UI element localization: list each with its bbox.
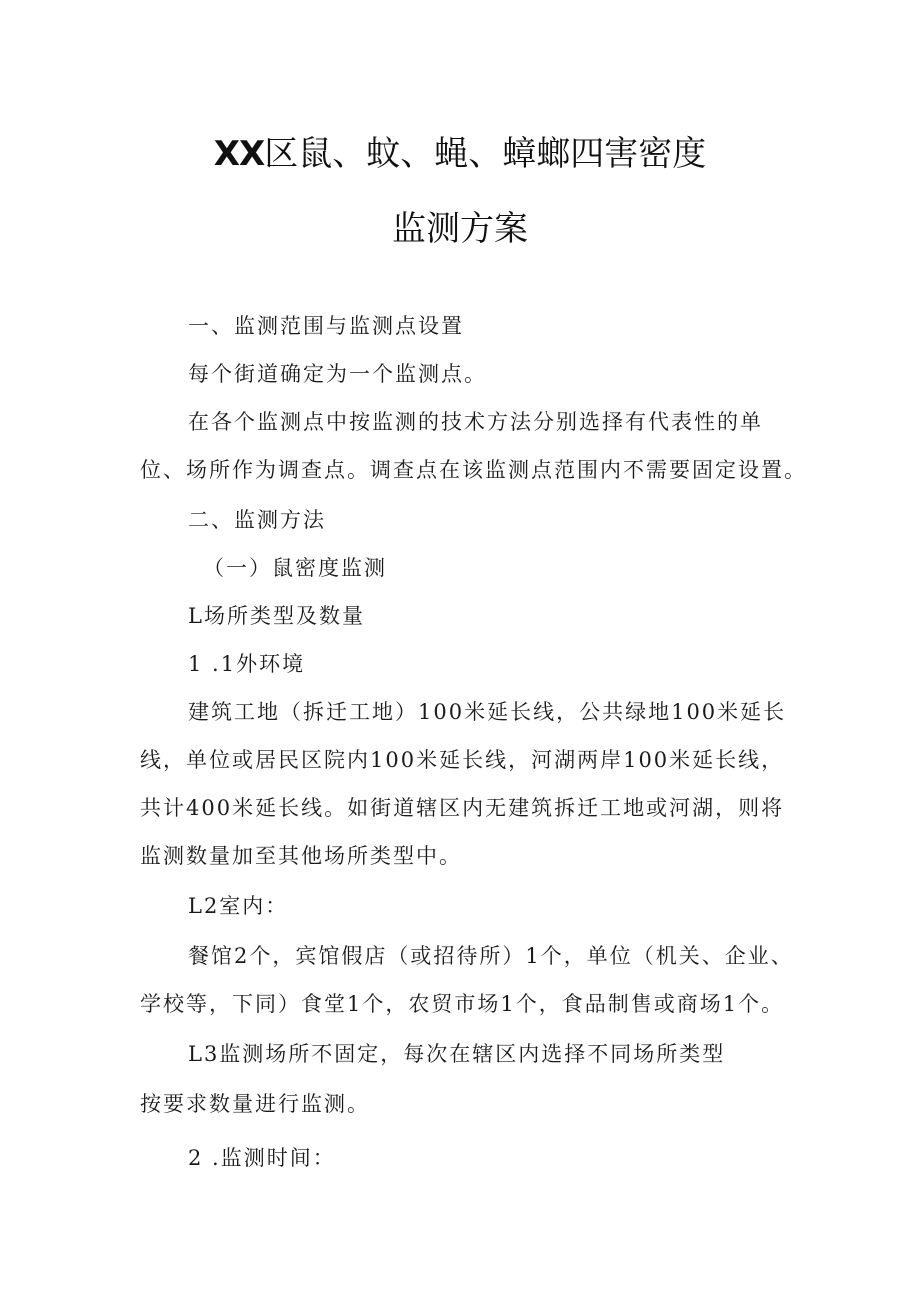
paragraph-continuation: 线，单位或居民区院内100米延长线，河湖两岸100米延长线， — [140, 748, 785, 772]
paragraph: 建筑工地（拆迁工地）100米延长线，公共绿地100米延长 — [188, 700, 787, 724]
paragraph-continuation: 按要求数量进行监测。 — [140, 1092, 370, 1116]
section-heading-2: 二、监测方法 — [188, 508, 326, 532]
item-heading: 1 .1外环境 — [188, 652, 306, 676]
document-title-line-2: 监测方案 — [392, 209, 528, 249]
paragraph: 在各个监测点中按监测的技术方法分别选择有代表性的单 — [188, 410, 763, 434]
item-heading: L场所类型及数量 — [188, 604, 365, 628]
subsection-heading: （一）鼠密度监测 — [203, 556, 387, 580]
title-line-1-text: 区鼠、蚊、蝇、蟑螂四害密度 — [264, 134, 707, 174]
item-heading: L2室内： — [188, 894, 289, 918]
paragraph: 每个街道确定为一个监测点。 — [188, 362, 487, 386]
paragraph: 餐馆2个，宾馆假店（或招待所）1个，单位（机关、企业、 — [188, 944, 794, 968]
title-prefix: XX — [213, 134, 265, 174]
paragraph: L3监测场所不固定，每次在辖区内选择不同场所类型 — [188, 1042, 726, 1066]
paragraph-continuation: 监测数量加至其他场所类型中。 — [140, 844, 462, 868]
paragraph-continuation: 共计400米延长线。如街道辖区内无建筑拆迁工地或河湖，则将 — [140, 796, 785, 820]
paragraph-continuation: 学校等，下同）食堂1个，农贸市场1个，食品制售或商场1个。 — [140, 992, 785, 1016]
item-heading: 2 .监测时间： — [188, 1146, 336, 1170]
document-title-line-1 — [0, 126, 920, 175]
paragraph-continuation: 位、场所作为调查点。调查点在该监测点范围内不需要固定设置。 — [140, 458, 807, 482]
section-heading-1: 一、监测范围与监测点设置 — [188, 314, 464, 338]
